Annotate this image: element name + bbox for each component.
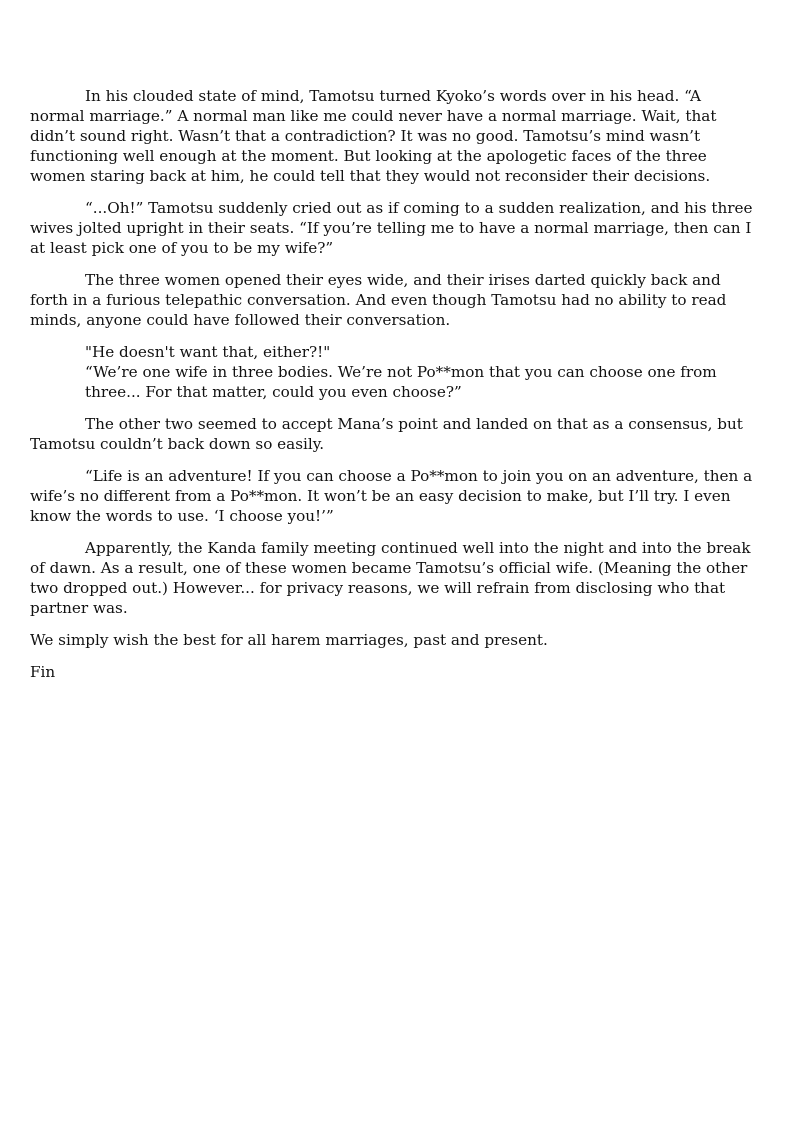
dialogue-line: “We’re one wife in three bodies. We’re not Po**mon that you can choose one from three... For that matter, could you even choose?” <box>85 363 717 401</box>
paragraph: “Life is an adventure! If you can choose a Po**mon to join you on an adventure, then a wife’s no different from a Po**mon. It won’t be an easy decision to make, but I’ll try. I even know the words to use. ‘I choose you!’” <box>30 467 753 525</box>
paragraph: “...Oh!” Tamotsu suddenly cried out as if coming to a sudden realization, and his three wives jolted upright in their seats. “If you’re telling me to have a normal marriage, then can I at least pick one of you to be my wife?” <box>30 199 753 257</box>
paragraph: Apparently, the Kanda family meeting continued well into the night and into the break of dawn. As a result, one of these women became Tamotsu’s official wife. (Meaning the other two dropped out.) However... for privacy reasons, we will refrain from disclosing who that partner was. <box>30 539 751 617</box>
closing-line: We simply wish the best for all harem marriages, past and present. <box>30 631 548 649</box>
end-marker: Fin <box>30 663 56 681</box>
dialogue-line: "He doesn't want that, either?!" <box>85 343 331 361</box>
paragraph: The other two seemed to accept Mana’s point and landed on that as a consensus, but Tamotsu couldn’t back down so easily. <box>30 415 743 453</box>
paragraph: The three women opened their eyes wide, and their irises darted quickly back and forth in a furious telepathic conversation. And even though Tamotsu had no ability to read minds, anyone could have followed their conversation. <box>30 271 727 329</box>
paragraph: In his clouded state of mind, Tamotsu turned Kyoko’s words over in his head. “A normal marriage.” A normal man like me could never have a normal marriage. Wait, that didn’t sound right. Wasn’t that a contradiction? It was no good. Tamotsu’s mind wasn’t functioning well enough at the moment. But looking at the apologetic faces of the three women staring back at him, he could tell that they would not reconsider their decisions. <box>30 87 717 185</box>
story-text <box>30 86 754 694</box>
dialogue-group <box>30 342 754 402</box>
